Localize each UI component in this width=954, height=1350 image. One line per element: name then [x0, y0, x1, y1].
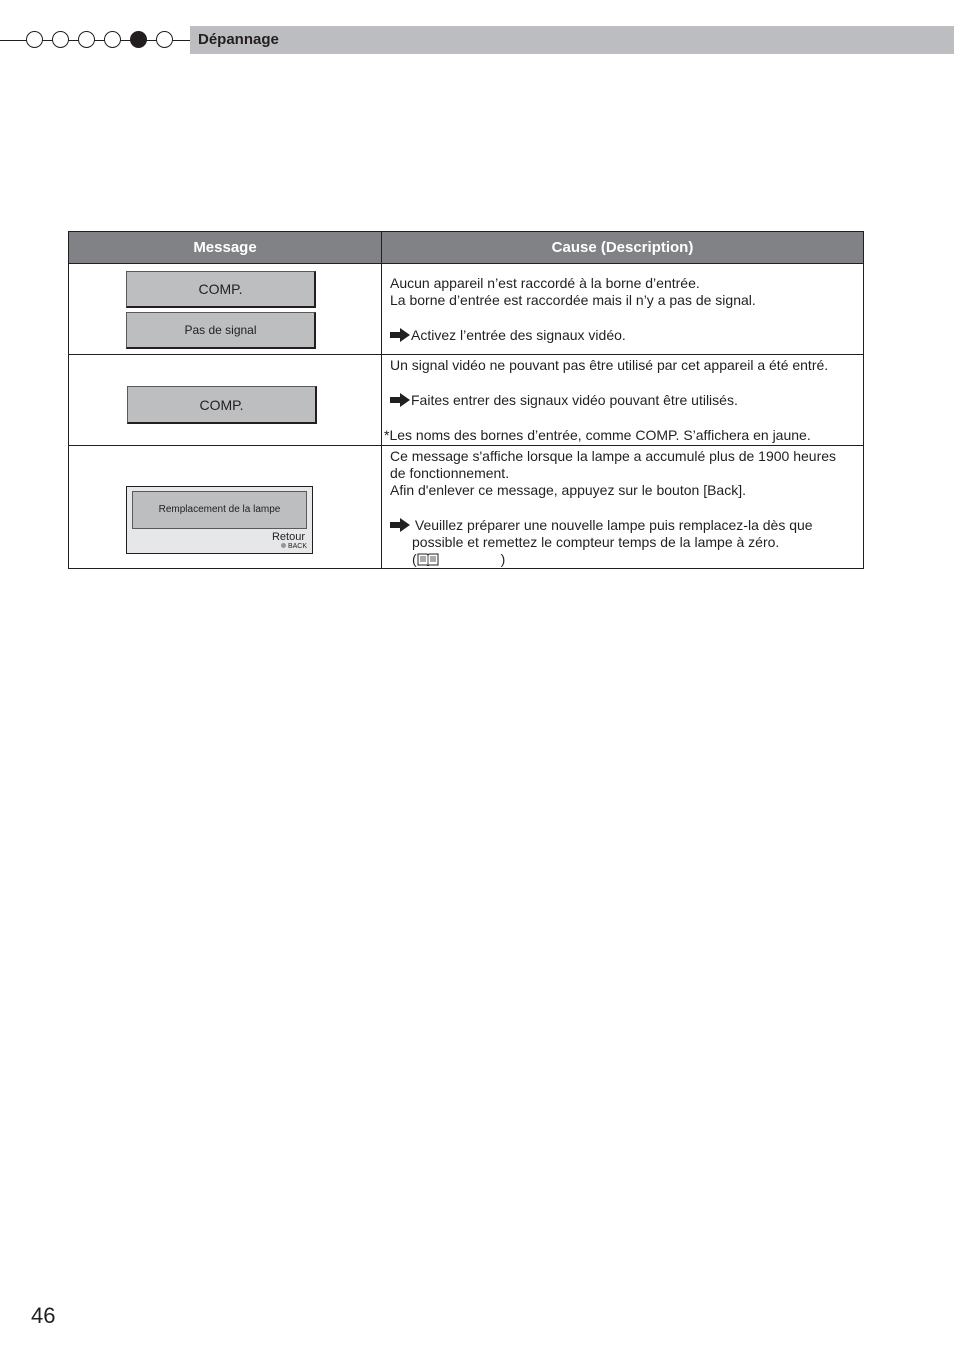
message-table [68, 231, 864, 569]
action-text: Activez l’entrée des signaux vidéo. [411, 327, 626, 343]
cause-cell [382, 355, 864, 446]
book-reference-icon [417, 553, 439, 566]
osd-source-label: COMP. [198, 281, 243, 297]
osd-lamp-title-box [132, 491, 307, 529]
cause-text: Aucun appareil n’est raccordé à la borne d’entrée. [390, 275, 700, 291]
message-cell [69, 446, 382, 569]
column-header-message: Message [69, 232, 382, 264]
progress-dot-3 [78, 31, 95, 48]
arrow-right-icon [390, 393, 410, 407]
osd-status-label: Pas de signal [184, 323, 257, 337]
osd-source-label: COMP. [199, 397, 244, 413]
cause-cell [382, 446, 864, 569]
cause-text: Ce message s'affiche lorsque la lampe a accumulé plus de 1900 heures [390, 448, 837, 464]
page-number: 46 [31, 1303, 56, 1328]
progress-dot-6 [156, 31, 173, 48]
back-button-icon [281, 543, 286, 548]
progress-dot-2 [52, 31, 69, 48]
note-text: *Les noms des bornes d’entrée, comme COMP. S’affichera en jaune. [384, 427, 811, 443]
action-text: Faites entrer des signaux vidéo pouvant être utilisés. [411, 392, 738, 408]
action-text: Veuillez préparer une nouvelle lampe puis remplacez-la dès que [414, 517, 813, 533]
message-cell [69, 264, 382, 355]
table-row [69, 355, 864, 446]
osd-back-hint [281, 543, 307, 550]
cause-text: Un signal vidéo ne pouvant pas être utilisé par cet appareil a été entré. [390, 357, 829, 373]
table-row [69, 264, 864, 355]
cause-text: de fonctionnement. [390, 465, 510, 481]
cause-cell [382, 264, 864, 355]
osd-status-box [126, 312, 316, 349]
arrow-right-icon [390, 518, 410, 532]
osd-lamp-title: Remplacement de la lampe [158, 504, 281, 515]
osd-lamp-dialog [126, 486, 313, 554]
progress-dot-1 [26, 31, 43, 48]
osd-retour-label: Retour [271, 531, 305, 543]
section-title: Dépannage [198, 31, 279, 48]
progress-dot-5-active [130, 31, 147, 48]
section-progress-dots [26, 31, 173, 49]
osd-source-box [126, 271, 316, 308]
cause-text: Afin d'enlever ce message, appuyez sur le bouton [Back]. [390, 482, 746, 498]
osd-back-label: BACK [287, 543, 307, 550]
progress-dot-4 [104, 31, 121, 48]
page-reference: ( ) [412, 551, 506, 567]
column-header-cause: Cause (Description) [382, 232, 864, 264]
osd-source-box [127, 386, 317, 424]
message-cell [69, 355, 382, 446]
cause-text: La borne d’entrée est raccordée mais il n’y a pas de signal. [390, 292, 756, 308]
table-row [69, 446, 864, 569]
action-text: possible et remettez le compteur temps de la lampe à zéro. [412, 534, 780, 550]
arrow-right-icon [390, 328, 410, 342]
table-header-row [69, 232, 864, 264]
header-band [190, 26, 954, 54]
